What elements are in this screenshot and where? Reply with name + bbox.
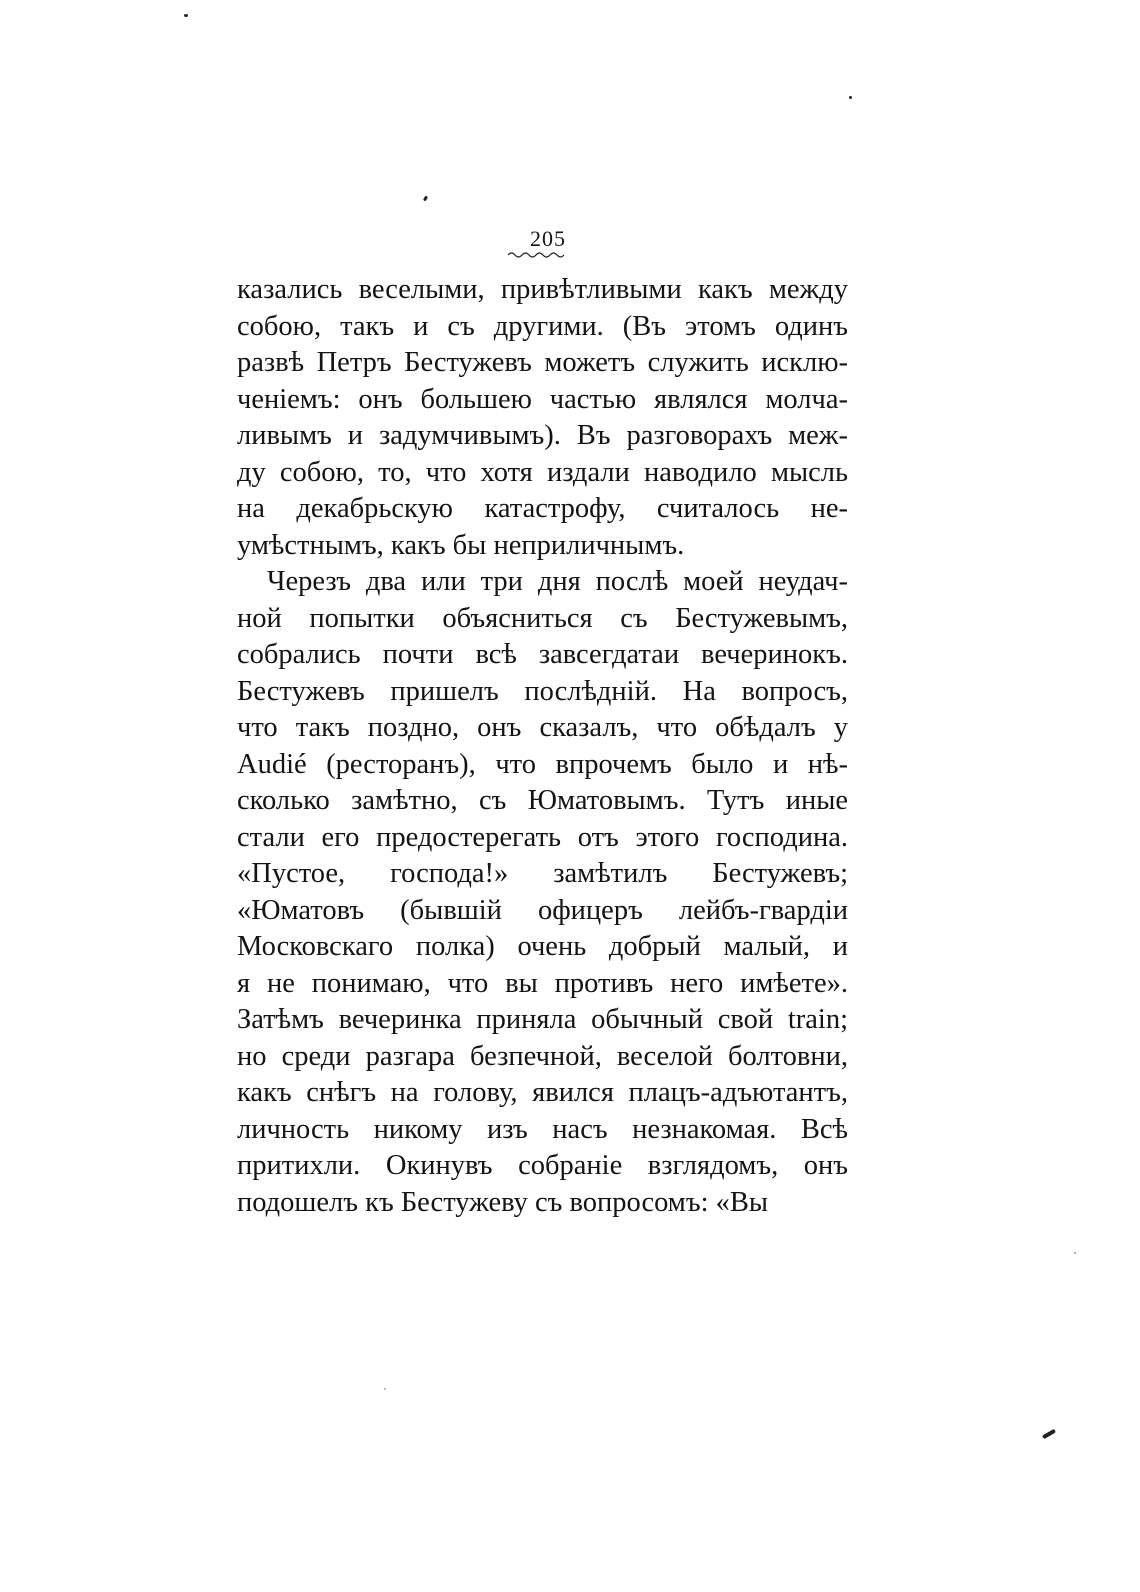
text-line: собрались почти всѣ завсегдатаи вечеринокъ. <box>237 639 848 670</box>
scan-speck <box>849 96 852 99</box>
text-line: развѣ Петръ Бестужевъ можетъ служить исклю- <box>237 347 848 378</box>
text-line: стали его предостерегать отъ этого господина. <box>237 821 848 853</box>
paragraph <box>237 564 848 1221</box>
text-line: Audié (ресторанъ), что впрочемъ было и нѣ- <box>237 748 848 780</box>
text-line: сколько замѣтно, съ Юматовымъ. Тутъ иные <box>237 785 848 816</box>
text-line: Бестужевъ пришелъ послѣдній. На вопросъ, <box>237 675 848 707</box>
text-line: ной попытки объясниться съ Бестужевымъ, <box>237 602 848 634</box>
text-line: что такъ поздно, онъ сказалъ, что обѣдалъ у <box>237 712 848 743</box>
text-line: подошелъ къ Бестужеву съ вопросомъ: «Вы <box>237 1186 769 1218</box>
text-line: «Юматовъ (бывшій офицеръ лейбъ-гвардіи <box>237 894 848 926</box>
text-line: казались веселыми, привѣтливыми какъ между <box>237 274 848 305</box>
text-line: ду собою, то, что хотя издали наводило мысль <box>237 456 848 488</box>
text-line: ливымъ и задумчивымъ). Въ разговорахъ меж- <box>237 420 848 451</box>
scan-speck <box>1042 1429 1056 1439</box>
text-line: Затѣмъ вечеринка приняла обычный свой train; <box>237 1004 848 1035</box>
scan-speck <box>1074 1252 1076 1254</box>
scan-speck <box>423 196 428 202</box>
wavy-rule-ornament <box>508 250 564 260</box>
body-text <box>237 272 848 1221</box>
text-line: Московскаго полка) очень добрый малый, и <box>237 931 848 962</box>
paragraph <box>237 272 848 564</box>
text-line: ченіемъ: онъ большею частью являлся молча- <box>237 383 848 415</box>
text-line: какъ снѣгъ на голову, явился плацъ-адъютантъ, <box>237 1077 848 1108</box>
text-line: собою, такъ и съ другими. (Въ этомъ одинъ <box>237 310 848 342</box>
scan-speck <box>184 14 188 17</box>
scan-speck <box>384 1388 386 1390</box>
text-line: «Пустое, господа!» замѣтилъ Бестужевъ; <box>237 858 848 889</box>
text-line: но среди разгара безпечной, веселой болтовни, <box>237 1040 848 1072</box>
text-line: притихли. Окинувъ собраніе взглядомъ, онъ <box>237 1150 848 1181</box>
text-line: Черезъ два или три дня послѣ моей неудач- <box>267 566 848 597</box>
text-line: я не понимаю, что вы противъ него имѣете». <box>237 967 848 999</box>
text-line: умѣстнымъ, какъ бы неприличнымъ. <box>237 529 685 561</box>
text-line: на декабрьскую катастрофу, считалось не- <box>237 493 848 524</box>
page-number: 205 <box>530 226 566 251</box>
text-line: личность никому изъ насъ незнакомая. Всѣ <box>237 1113 848 1145</box>
